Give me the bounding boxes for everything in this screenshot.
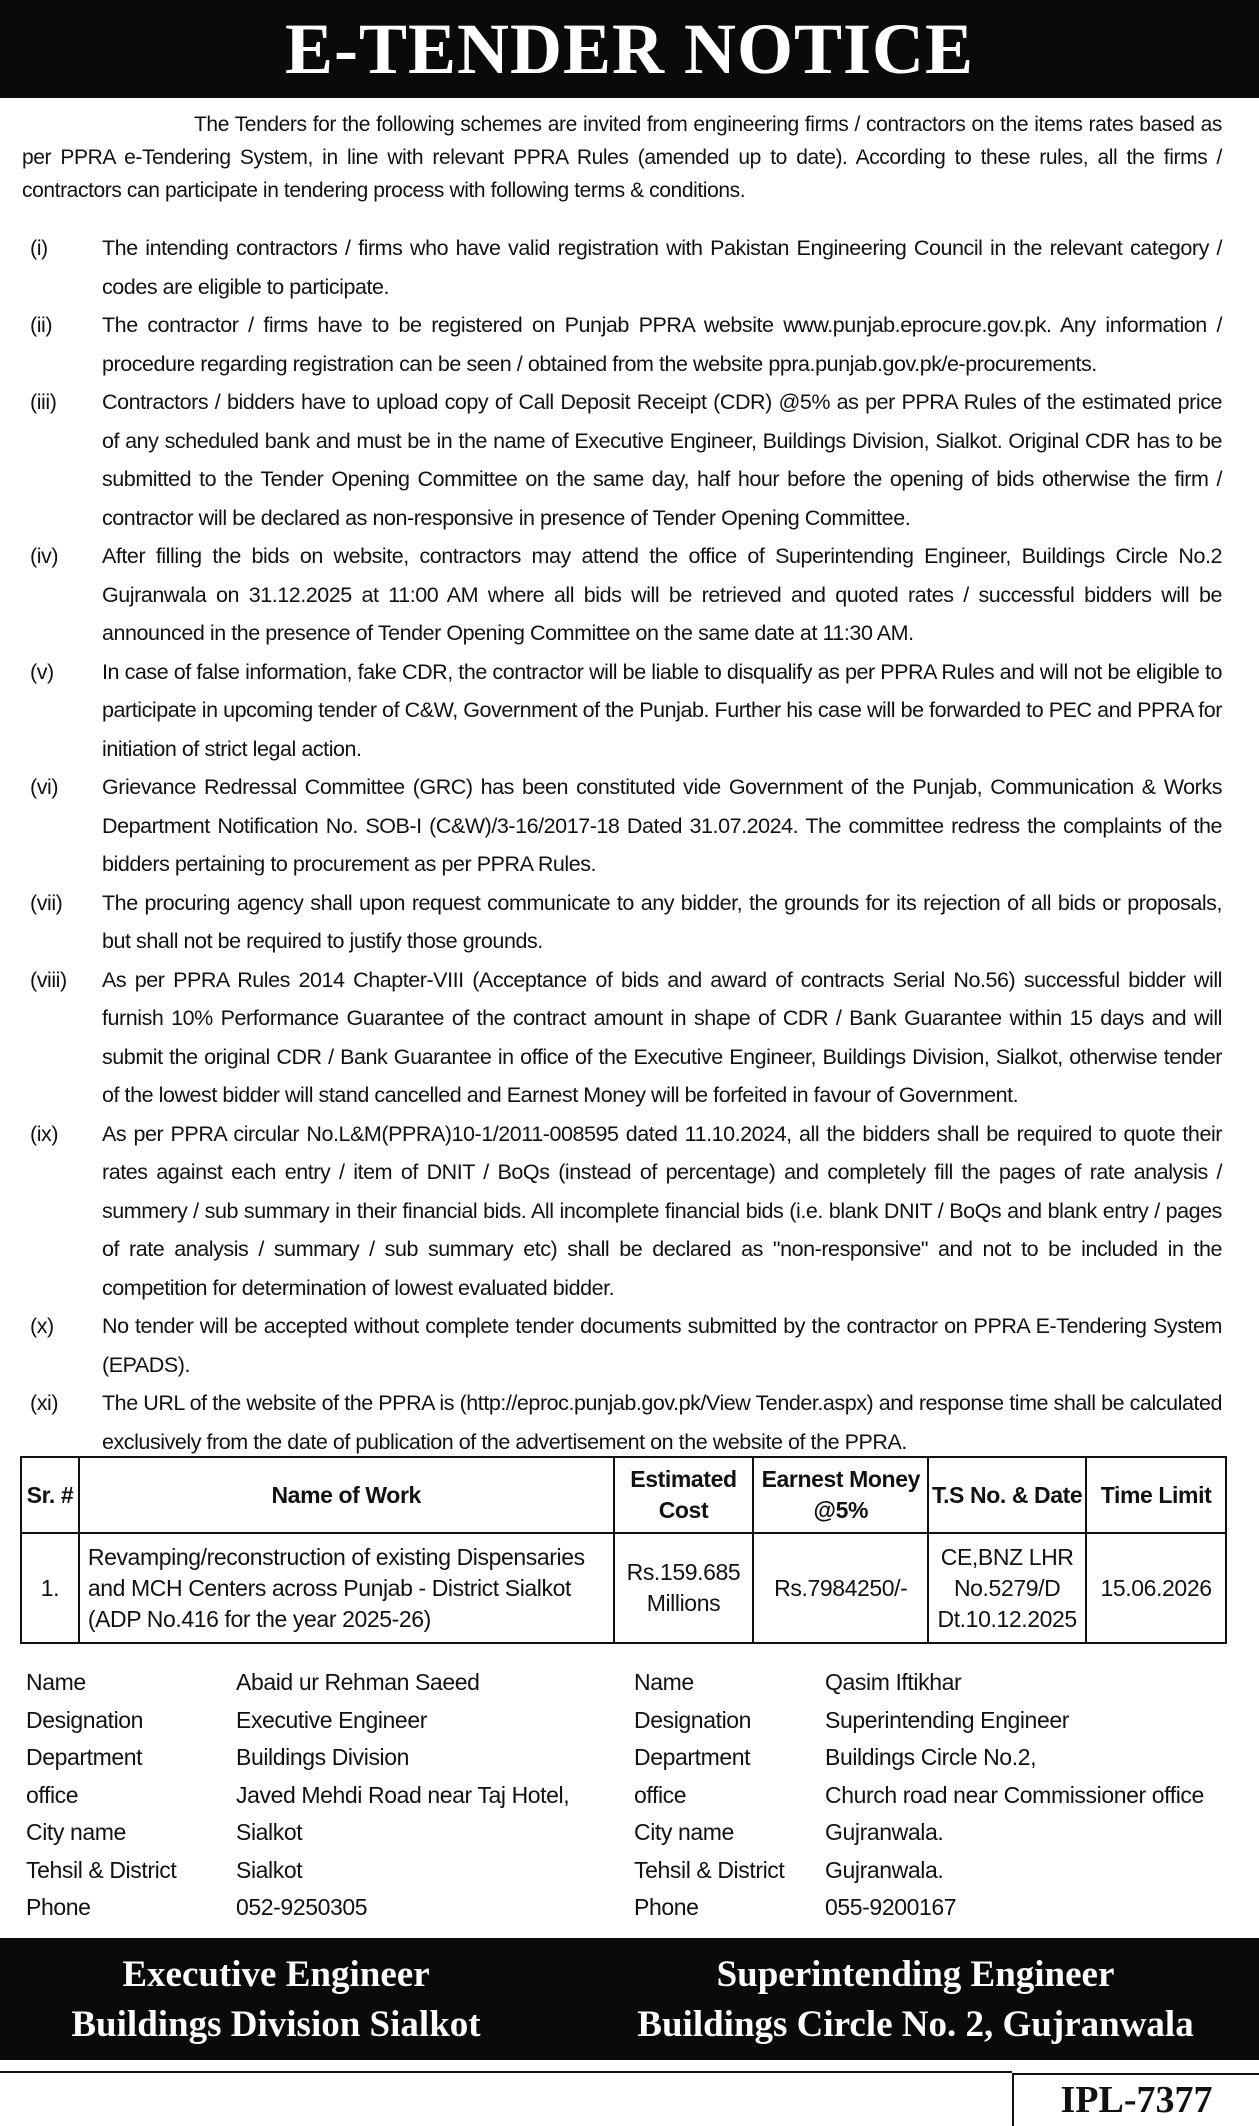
- header-work: Name of Work: [79, 1457, 614, 1533]
- footer-right: [588, 1950, 1243, 2050]
- condition-item: [22, 537, 1222, 653]
- contact-label: City name: [634, 1819, 734, 1845]
- ipl-code-box: IPL-7377: [1012, 2073, 1259, 2126]
- contact-superintending-engineer: [634, 1664, 1204, 1927]
- footer-left-line1: Executive Engineer: [122, 1954, 430, 1995]
- header-earnest: Earnest Money @5%: [753, 1457, 928, 1533]
- condition-text: Contractors / bidders have to upload copy of Call Deposit Receipt (CDR) @5% as per PPRA Rules of the estimated price of any scheduled bank and must be in the name of Executive Engineer, Buildings Division, Sialkot. Original CDR has to be submitted to the Tender Opening Committee on the same day, half hour before the opening of bids otherwise the firm / contractor will be declared as non-responsive in presence of Tender Opening Committee.: [102, 390, 1222, 530]
- footer-left: [36, 1950, 516, 2050]
- condition-item: [22, 383, 1222, 537]
- contact-label: Phone: [634, 1894, 699, 1920]
- footer-right-line1: Superintending Engineer: [716, 1954, 1115, 1995]
- contact-row: [634, 1889, 1204, 1927]
- contact-label: Phone: [26, 1894, 91, 1920]
- contact-label: Department: [634, 1744, 751, 1770]
- condition-text: The procuring agency shall upon request communicate to any bidder, the grounds for its rejection of all bids or proposals, but shall not be required to justify those grounds.: [102, 890, 1222, 953]
- contact-label: Designation: [634, 1706, 752, 1733]
- condition-number: (vi): [30, 775, 59, 799]
- condition-number: (i): [30, 236, 48, 260]
- condition-text: As per PPRA Rules 2014 Chapter-VIII (Acceptance of bids and award of contracts Serial No.56) successful bidder will furnish 10% Performance Guarantee of the contract amount in shape of CDR / Bank Guarantee within 15 days and will submit the original CDR / Bank Guarantee in office of the Executive Engineer, Buildings Division, Sialkot, otherwise tender of the lowest bidder will stand cancelled and Earnest Money will be forfeited in favour of Government.: [102, 967, 1222, 1107]
- contact-row: [634, 1739, 1204, 1777]
- contact-label: Tehsil & District: [26, 1856, 177, 1883]
- cell-work: Revamping/reconstruction of existing Dispensaries and MCH Centers across Punjab - District Sialkot (ADP No.416 for the year 2025-26): [79, 1533, 614, 1643]
- condition-number: (xi): [30, 1391, 59, 1415]
- condition-item: [22, 229, 1222, 306]
- table-row: [21, 1533, 1226, 1643]
- contact-executive-engineer: [26, 1664, 569, 1927]
- condition-text: Grievance Redressal Committee (GRC) has been constituted vide Government of the Punjab, Communication & Works Department Notification No. SOB-I (C&W)/3-16/2017-18 Dated 31.07.2024. The committee redress the complaints of the bidders pertaining to procurement as per PPRA Rules.: [102, 775, 1222, 876]
- contact-value: 052-9250305: [236, 1894, 368, 1920]
- contact-value: Sialkot: [236, 1856, 303, 1883]
- contact-label: Name: [26, 1669, 86, 1695]
- condition-number: (v): [30, 659, 54, 684]
- condition-text: After filling the bids on website, contractors may attend the office of Superintending Engineer, Buildings Circle No.2 Gujranwala on 31.12.2025 at 11:00 AM where all bids will be retrieved and quoted rates / successful bidders will be announced in the presence of Tender Opening Committee on the same date at 11:30 AM.: [102, 544, 1222, 645]
- cell-time: 15.06.2026: [1086, 1533, 1226, 1643]
- condition-text: The intending contractors / firms who have valid registration with Pakistan Engineering Council in the relevant category / codes are eligible to participate.: [102, 236, 1222, 299]
- footer-left-line2: Buildings Division Sialkot: [71, 2004, 481, 2045]
- contact-row: [26, 1814, 569, 1852]
- contact-value: Sialkot: [236, 1819, 303, 1845]
- contact-value: Buildings Division: [236, 1744, 410, 1770]
- contact-value: Abaid ur Rehman Saeed: [236, 1669, 480, 1695]
- contact-value: Qasim Iftikhar: [825, 1669, 962, 1695]
- header-cost: Estimated Cost: [614, 1457, 754, 1533]
- header-time: Time Limit: [1086, 1457, 1226, 1533]
- condition-item: [22, 961, 1222, 1115]
- condition-number: (viii): [30, 967, 67, 992]
- contact-value: Javed Mehdi Road near Taj Hotel,: [236, 1781, 570, 1808]
- table-header-row: [21, 1457, 1226, 1533]
- header-sr: Sr. #: [21, 1457, 79, 1533]
- contact-row: [26, 1852, 569, 1890]
- condition-text: In case of false information, fake CDR, the contractor will be liable to disqualify as per PPRA Rules and will not be eligible to participate in upcoming tender of C&W, Government of the Punjab. Further his case will be forwarded to PEC and PPRA for initiation of strict legal action.: [102, 659, 1222, 761]
- contact-label: office: [634, 1781, 687, 1808]
- contact-row: [634, 1664, 1204, 1702]
- condition-item: [22, 1307, 1222, 1384]
- notice-body: [22, 108, 1222, 1461]
- contact-row: [634, 1702, 1204, 1740]
- cell-earnest: Rs.7984250/-: [753, 1533, 928, 1643]
- notice-title: E-TENDER NOTICE: [0, 0, 1259, 98]
- contact-label: Name: [634, 1669, 694, 1695]
- condition-item: [22, 884, 1222, 961]
- contact-row: [26, 1739, 569, 1777]
- contact-row: [634, 1814, 1204, 1852]
- conditions-list: [22, 229, 1222, 1461]
- condition-text: No tender will be accepted without complete tender documents submitted by the contractor on PPRA E-Tendering System (EPADS).: [102, 1314, 1222, 1377]
- contact-value: Church road near Commissioner office: [825, 1781, 1204, 1808]
- contact-value: Executive Engineer: [236, 1706, 427, 1733]
- cell-sr: 1.: [21, 1533, 79, 1643]
- condition-number: (iii): [30, 390, 57, 414]
- contact-row: [26, 1664, 569, 1702]
- intro-paragraph: The Tenders for the following schemes are invited from engineering firms / contractors on the items rates based as per PPRA e-Tendering System, in line with relevant PPRA Rules (amended up to date). According to these rules, all the firms / contractors can participate in tendering process with following terms & conditions.: [22, 113, 1222, 202]
- footer-signatures: [0, 1938, 1259, 2060]
- contact-row: [634, 1777, 1204, 1815]
- contact-label: Tehsil & District: [634, 1856, 785, 1883]
- condition-number: (ix): [30, 1121, 59, 1146]
- contact-label: office: [26, 1781, 79, 1808]
- contact-value: Gujranwala.: [825, 1819, 944, 1845]
- condition-number: (x): [30, 1314, 54, 1338]
- contact-label: Designation: [26, 1706, 144, 1733]
- condition-text: The contractor / firms have to be registered on Punjab PPRA website www.punjab.eprocure.gov.pk. Any information / procedure regarding registration can be seen / obtained from the website ppra.punjab.gov.pk/e-procurements.: [102, 313, 1222, 376]
- contact-value: Buildings Circle No.2,: [825, 1744, 1037, 1770]
- contact-row: [634, 1852, 1204, 1890]
- condition-item: [22, 768, 1222, 884]
- condition-number: (vii): [30, 890, 63, 915]
- condition-item: [22, 653, 1222, 769]
- bottom-rule: [0, 2071, 1012, 2073]
- condition-text: As per PPRA circular No.L&M(PPRA)10-1/2011-008595 dated 11.10.2024, all the bidders shall be required to quote their rates against each entry / item of DNIT / BoQs (instead of percentage) and completely fill the pages of rate analysis / summery / sub summary in their financial bids. All incomplete financial bids (i.e. blank DNIT / BoQs and blank entry / pages of rate analysis / summary / sub summary etc) shall be declared as "non-responsive" and not to be included in the competition for determination of lowest evaluated bidder.: [102, 1121, 1222, 1300]
- contact-value: Superintending Engineer: [825, 1706, 1069, 1733]
- contact-label: Department: [26, 1744, 143, 1770]
- contact-row: [26, 1702, 569, 1740]
- contact-value: Gujranwala.: [825, 1856, 944, 1883]
- header-ts: T.S No. & Date: [928, 1457, 1086, 1533]
- condition-item: [22, 1115, 1222, 1308]
- contact-row: [26, 1777, 569, 1815]
- tender-table: [20, 1456, 1227, 1644]
- condition-number: (ii): [30, 313, 53, 337]
- contact-label: City name: [26, 1819, 126, 1845]
- footer-right-line2: Buildings Circle No. 2, Gujranwala: [637, 2004, 1194, 2045]
- contact-value: 055-9200167: [825, 1894, 957, 1920]
- condition-number: (iv): [30, 544, 59, 568]
- condition-item: [22, 1384, 1222, 1461]
- condition-item: [22, 306, 1222, 383]
- condition-text: The URL of the website of the PPRA is (http://eproc.punjab.gov.pk/View Tender.aspx) and response time shall be calculated exclusively from the date of publication of the advertisement on the website of the PPRA.: [102, 1391, 1222, 1454]
- cell-ts: CE,BNZ LHR No.5279/D Dt.10.12.2025: [928, 1533, 1086, 1643]
- cell-cost: Rs.159.685 Millions: [614, 1533, 754, 1643]
- contact-row: [26, 1889, 569, 1927]
